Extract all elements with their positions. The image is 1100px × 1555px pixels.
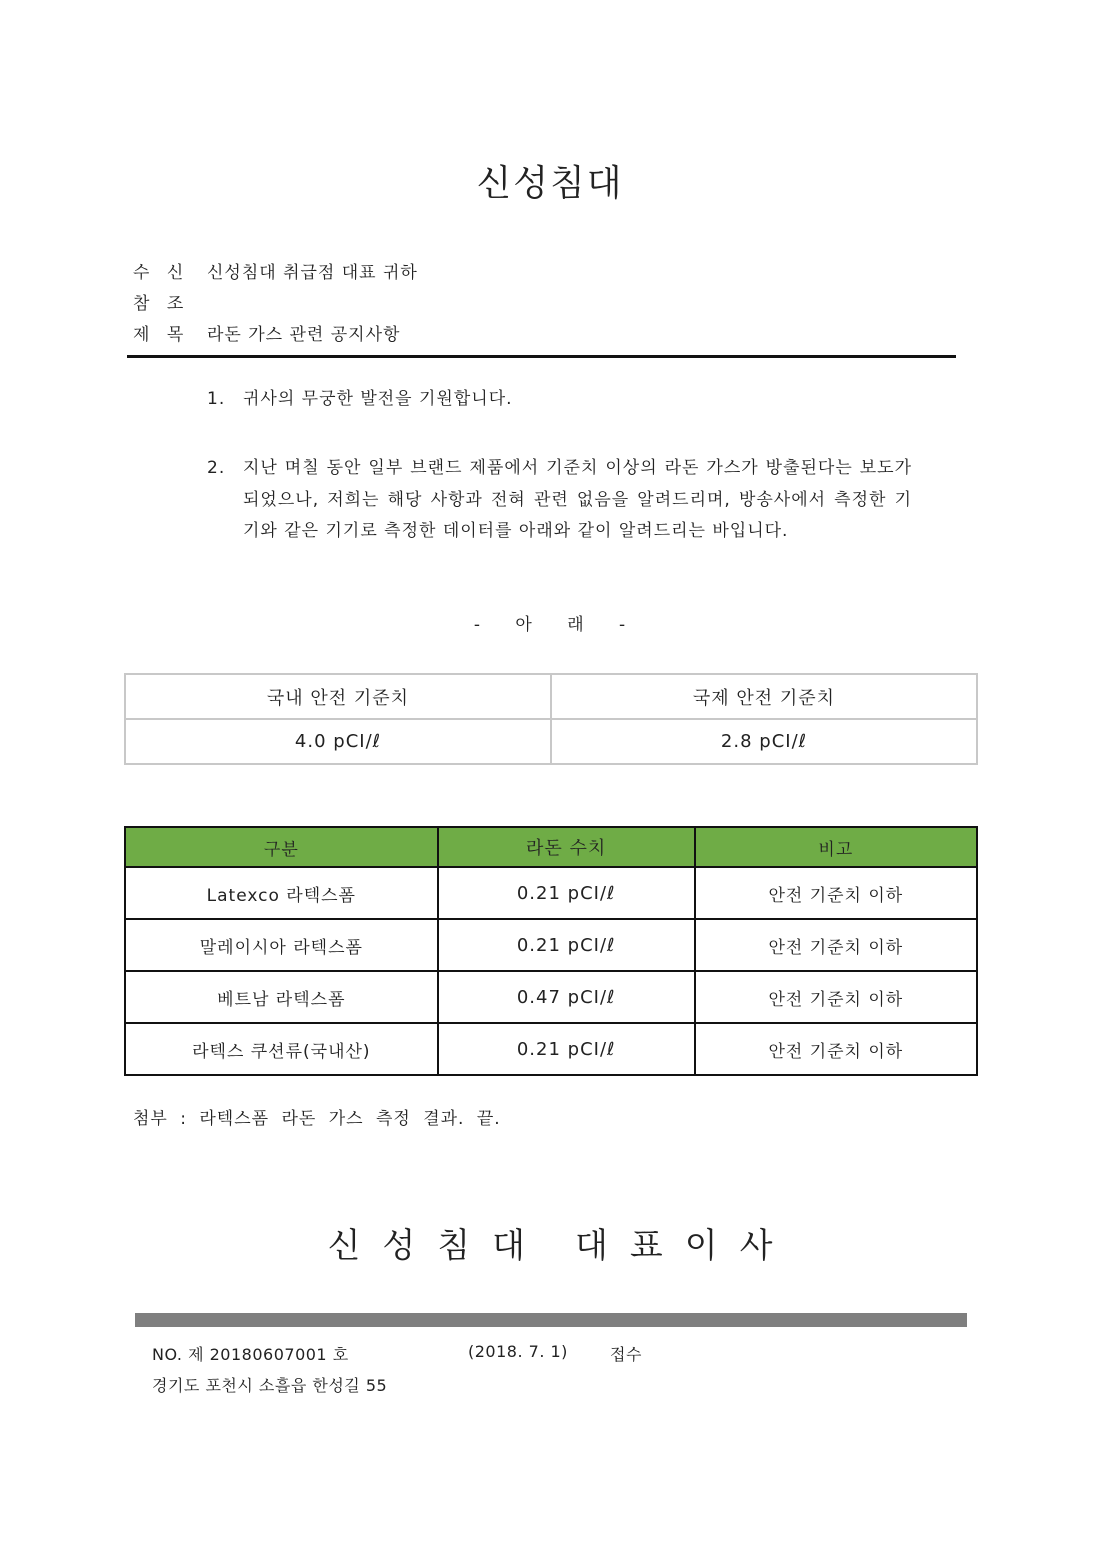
row-value: 0.21 pCI/ℓ — [438, 919, 695, 971]
document-date: (2018. 7. 1) — [468, 1342, 568, 1361]
recipient-value: 신성침대 취급점 대표 귀하 — [207, 263, 418, 283]
table-row — [125, 867, 977, 919]
reference-label: 참 조 — [133, 294, 190, 314]
domestic-standard-value: 4.0 pCI/ℓ — [125, 719, 551, 764]
document-title: 신성침대 — [476, 163, 624, 204]
subject-row — [133, 320, 400, 345]
header-divider — [127, 355, 956, 358]
table-row — [125, 919, 977, 971]
international-standard-value: 2.8 pCI/ℓ — [551, 719, 977, 764]
table-row — [125, 719, 977, 764]
recipient-label: 수 신 — [133, 263, 190, 283]
row-value: 0.47 pCI/ℓ — [438, 971, 695, 1023]
table-row — [125, 674, 977, 719]
column-header-remarks: 비고 — [695, 827, 977, 867]
row-item: 베트남 라텍스폼 — [125, 971, 438, 1023]
recipient-row — [133, 258, 418, 283]
signature-line — [0, 1218, 1100, 1267]
row-item: 라텍스 쿠션류(국내산) — [125, 1023, 438, 1075]
signature-char: 대 — [492, 1226, 525, 1266]
signature-char: 표 — [629, 1226, 663, 1266]
below-marker — [0, 610, 1100, 635]
radon-result-table — [124, 826, 978, 1076]
signature-char: 성 — [382, 1226, 416, 1266]
row-note: 안전 기준치 이하 — [695, 919, 977, 971]
signature-char: 침 — [437, 1226, 471, 1266]
below-marker-char-1: 아 — [515, 615, 533, 635]
row-note: 안전 기준치 이하 — [695, 867, 977, 919]
subject-value: 라돈 가스 관련 공지사항 — [207, 325, 401, 345]
paragraph-2-number: 2. — [207, 458, 226, 478]
signature-char: 사 — [739, 1226, 773, 1266]
row-item: Latexco 라텍스폼 — [125, 867, 438, 919]
paragraph-2 — [207, 453, 912, 548]
row-value: 0.21 pCI/ℓ — [438, 867, 695, 919]
column-header-category: 구분 — [125, 827, 438, 867]
column-header-radon-level: 라돈 수치 — [438, 827, 695, 867]
paragraph-2-text: 지난 며칠 동안 일부 브랜드 제품에서 기준치 이상의 라돈 가스가 방출된다는 보도가 되었으나, 저희는 해당 사항과 전혀 관련 없음을 알려드리며, 방송사에서 측정한 기기와 같은 기기로 측정한 데이터를 아래와 같이 알려드리는 바입니다. — [243, 458, 912, 541]
row-value: 0.21 pCI/ℓ — [438, 1023, 695, 1075]
paragraph-1-text: 귀사의 무궁한 발전을 기원합니다. — [243, 389, 513, 409]
domestic-standard-label: 국내 안전 기준치 — [125, 674, 551, 719]
document-number: NO. 제 20180607001 호 — [152, 1345, 349, 1364]
footer-bar — [135, 1313, 967, 1327]
table-header-row — [125, 827, 977, 867]
international-standard-label: 국제 안전 기준치 — [551, 674, 977, 719]
reference-row — [133, 289, 207, 314]
attachment-note: 첨부 : 라텍스폼 라돈 가스 측정 결과. 끝. — [133, 1109, 501, 1129]
signature-char: 신 — [327, 1226, 361, 1266]
received-label: 접수 — [610, 1345, 642, 1364]
paragraph-1 — [207, 384, 513, 416]
signature-char: 대 — [575, 1226, 608, 1266]
row-note: 안전 기준치 이하 — [695, 971, 977, 1023]
row-note: 안전 기준치 이하 — [695, 1023, 977, 1075]
paragraph-1-number: 1. — [207, 389, 226, 409]
below-marker-dash-left: - — [473, 615, 481, 635]
signature-char: 이 — [684, 1226, 718, 1266]
below-marker-dash-right: - — [619, 615, 627, 635]
table-row — [125, 971, 977, 1023]
table-row — [125, 1023, 977, 1075]
subject-label: 제 목 — [133, 325, 190, 345]
safety-standard-table — [124, 673, 978, 765]
company-address: 경기도 포천시 소흘읍 한성길 55 — [152, 1376, 388, 1395]
below-marker-char-2: 래 — [567, 615, 585, 635]
row-item: 말레이시아 라텍스폼 — [125, 919, 438, 971]
